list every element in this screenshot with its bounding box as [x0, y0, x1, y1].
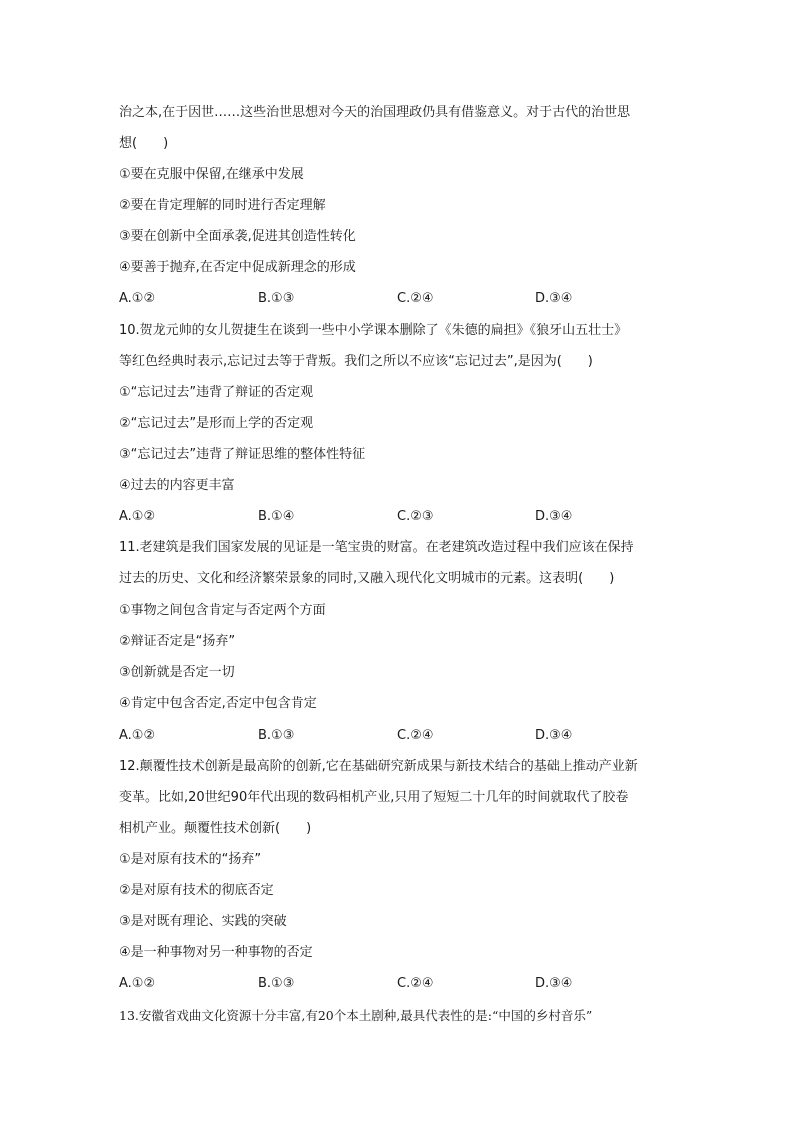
q9-stem-line-2: 想( ) [119, 136, 169, 151]
q11-statement-3: ③创新就是否定一切 [119, 665, 235, 680]
q11-stem-line-2: 过去的历史、文化和经济繁荣景象的同时,又融入现代化文明城市的元素。这表明( ) [119, 571, 615, 586]
q10-statement-3: ③“忘记过去”违背了辩证思维的整体性特征 [119, 447, 366, 462]
q11-option-a[interactable]: A.①② [119, 728, 156, 743]
q10-option-b[interactable]: B.①④ [258, 509, 295, 524]
q10-option-a[interactable]: A.①② [119, 509, 156, 524]
q11-options [119, 726, 679, 746]
q12-stem-line-2: 变革。比如,20世纪90年代出现的数码相机产业,只用了短短二十几年的时间就取代了胶卷 [119, 790, 629, 805]
q9-option-d[interactable]: D.③④ [535, 291, 573, 306]
q12-option-c[interactable]: C.②④ [397, 976, 434, 991]
q12-option-a[interactable]: A.①② [119, 976, 156, 991]
q12-option-d[interactable]: D.③④ [535, 976, 573, 991]
q9-statement-3: ③要在创新中全面承袭,促进其创造性转化 [119, 229, 356, 244]
q11-option-c[interactable]: C.②④ [397, 728, 434, 743]
q11-stem-line-1: 11.老建筑是我们国家发展的见证是一笔宝贵的财富。在老建筑改造过程中我们应该在保持 [119, 540, 634, 555]
q9-option-c[interactable]: C.②④ [397, 291, 434, 306]
q9-statement-4: ④要善于抛弃,在否定中促成新理念的形成 [119, 260, 356, 275]
q13-stem-line-1: 13.安徽省戏曲文化资源十分丰富,有20个本土剧种,最具代表性的是:“中国的乡村音乐” [119, 1008, 593, 1023]
q10-statement-2: ②“忘记过去”是形而上学的否定观 [119, 416, 314, 431]
q12-stem-line-1: 12.颠覆性技术创新是最高阶的创新,它在基础研究新成果与新技术结合的基础上推动产业新 [119, 759, 638, 774]
q9-option-b[interactable]: B.①③ [258, 291, 295, 306]
q10-stem-line-2: 等红色经典时表示,忘记过去等于背叛。我们之所以不应该“忘记过去”,是因为( ) [119, 354, 593, 369]
q9-option-a[interactable]: A.①② [119, 291, 156, 306]
q12-statement-3: ③是对既有理论、实践的突破 [119, 914, 287, 929]
q9-options [119, 289, 679, 309]
q9-stem-line-1: 治之本,在于因世……这些治世思想对今天的治国理政仍具有借鉴意义。对于古代的治世思 [119, 105, 631, 120]
q11-statement-2: ②辩证否定是“扬弃” [119, 634, 236, 649]
q12-options [119, 974, 679, 994]
q12-stem-line-3: 相机产业。颠覆性技术创新( ) [119, 821, 312, 836]
q9-statement-1: ①要在克服中保留,在继承中发展 [119, 167, 304, 182]
q10-option-c[interactable]: C.②③ [397, 509, 434, 524]
q11-statement-4: ④肯定中包含否定,否定中包含肯定 [119, 696, 317, 711]
q12-statement-4: ④是一种事物对另一种事物的否定 [119, 945, 313, 960]
q10-option-d[interactable]: D.③④ [535, 509, 573, 524]
q11-option-d[interactable]: D.③④ [535, 728, 573, 743]
q10-stem-line-1: 10.贺龙元帅的女儿贺捷生在谈到一些中小学课本删除了《朱德的扁担》《狼牙山五壮士》 [119, 323, 628, 338]
q10-statement-4: ④过去的内容更丰富 [119, 478, 235, 493]
q11-option-b[interactable]: B.①③ [258, 728, 295, 743]
q11-statement-1: ①事物之间包含肯定与否定两个方面 [119, 603, 326, 618]
q12-statement-2: ②是对原有技术的彻底否定 [119, 883, 274, 898]
q12-option-b[interactable]: B.①③ [258, 976, 295, 991]
q12-statement-1: ①是对原有技术的“扬弃” [119, 852, 262, 867]
q10-options [119, 507, 679, 527]
q10-statement-1: ①“忘记过去”违背了辩证的否定观 [119, 385, 314, 400]
q9-statement-2: ②要在肯定理解的同时进行否定理解 [119, 198, 326, 213]
